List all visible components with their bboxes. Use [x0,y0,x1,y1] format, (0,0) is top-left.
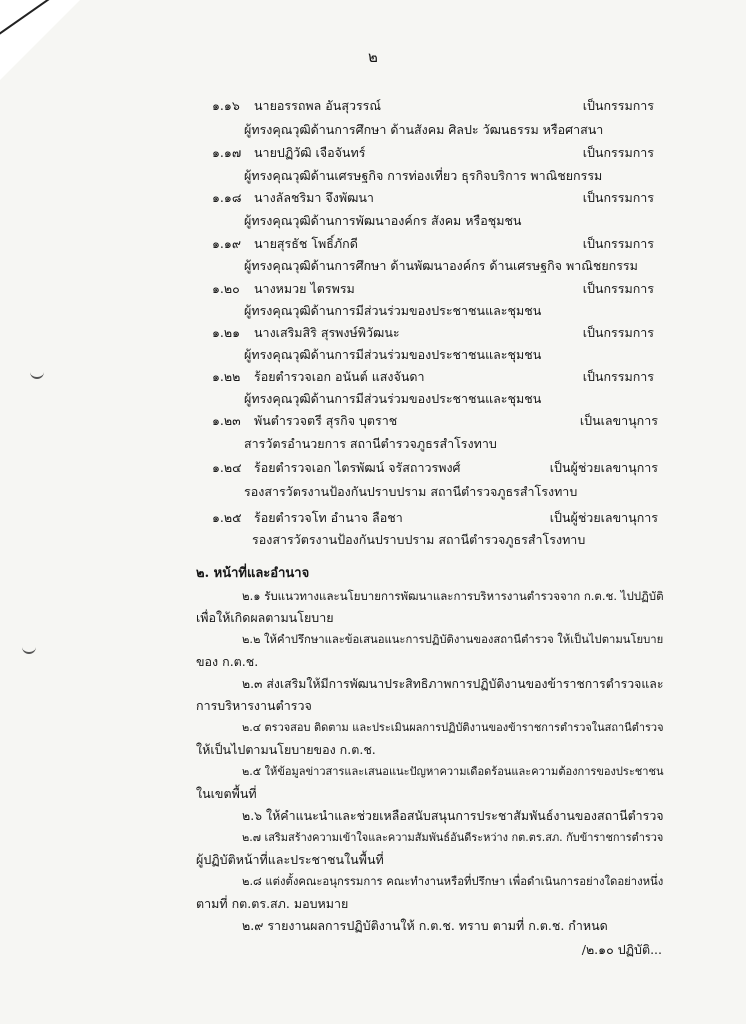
punch-hole-bottom [22,645,36,654]
member-role: เป็นกรรมการ [582,236,654,251]
member-role: เป็นกรรมการ [582,98,654,113]
member-role: เป็นกรรมการ [582,145,654,160]
duty-line: ๒.๕ ให้ข้อมูลข่าวสารและเสนอแนะปัญหาความเดือดร้อนและความต้องการของประชาชน [242,765,664,778]
member-name: นางเสริมสิริ สุรพงษ์พิวัฒนะ [254,325,400,340]
member-num: ๑.๒๒ [212,369,241,384]
member-num: ๑.๒๔ [212,460,242,475]
duty-continuation: ในเขตพื้นที่ [196,786,257,801]
member-desc: รองสารวัตรงานป้องกันปราบปราม สถานีตำรวจภูธรสำโรงทาบ [252,532,586,547]
duty-line: ๒.๓ ส่งเสริมให้มีการพัฒนาประสิทธิภาพการปฏิบัติงานของข้าราชการตำรวจและ [242,677,664,691]
duty-continuation: การบริหารงานตำรวจ [196,698,312,713]
member-desc: สารวัตรอำนวยการ สถานีตำรวจภูธรสำโรงทาบ [244,436,497,451]
member-num: ๑.๑๘ [212,190,242,205]
member-role: เป็นผู้ช่วยเลขานุการ [549,510,658,525]
member-desc: ผู้ทรงคุณวุฒิด้านการพัฒนาองค์กร สังคม หรือชุมชน [244,213,522,228]
member-num: ๑.๑๗ [212,145,242,160]
continuation-marker: /๒.๑๐ ปฏิบัติ... [581,942,662,957]
duty-continuation: ผู้ปฏิบัติหน้าที่และประชาชนในพื้นที่ [196,852,384,867]
member-name: นางหมวย ไตรพรม [254,281,355,296]
member-role: เป็นกรรมการ [582,325,654,340]
member-role: เป็นกรรมการ [582,369,654,384]
duty-line: ๒.๗ เสริมสร้างความเข้าใจและความสัมพันธ์อันดีระหว่าง กต.ตร.สภ. กับข้าราชการตำรวจ [242,831,664,844]
member-name: ร้อยตำรวจเอก ไตรพัฒน์ จรัสถาวรพงศ์ [254,460,461,475]
member-role: เป็นเลขานุการ [579,413,658,428]
member-num: ๑.๒๐ [212,281,240,296]
member-desc: ผู้ทรงคุณวุฒิด้านเศรษฐกิจ การท่องเที่ยว ธุรกิจบริการ พาณิชยกรรม [244,168,603,183]
member-name: นายปฏิวัฒิ เจือจันทร์ [254,145,366,160]
member-desc: ผู้ทรงคุณวุฒิด้านการมีส่วนร่วมของประชาชนและชุมชน [244,303,542,318]
member-role: เป็นกรรมการ [582,281,654,296]
duty-continuation: ตามที่ กต.ตร.สภ. มอบหมาย [196,896,349,911]
duty-line: ๒.๘ แต่งตั้งคณะอนุกรรมการ คณะทำงานหรือที่ปรึกษา เพื่อดำเนินการอย่างใดอย่างหนึ่ง [242,875,664,888]
member-role: เป็นผู้ช่วยเลขานุการ [549,460,658,475]
member-num: ๑.๒๓ [212,413,241,428]
member-desc: ผู้ทรงคุณวุฒิด้านการศึกษา ด้านพัฒนาองค์กร ด้านเศรษฐกิจ พาณิชยกรรม [244,258,638,273]
duty-line: ๒.๑ รับแนวทางและนโยบายการพัฒนาและการบริหารงานตำรวจจาก ก.ต.ช. ไปปฏิบัติ [242,589,664,603]
member-name: นางลัลชริมา จึงพัฒนา [254,190,374,205]
duty-continuation: เพื่อให้เกิดผลตามนโยบาย [196,610,334,625]
member-name: นายสุรธัช โพธิ์ภักดี [254,236,358,251]
member-desc: ผู้ทรงคุณวุฒิด้านการมีส่วนร่วมของประชาชนและชุมชน [244,391,542,406]
member-desc: รองสารวัตรงานป้องกันปราบปราม สถานีตำรวจภูธรสำโรงทาบ [244,484,578,499]
member-role: เป็นกรรมการ [582,190,654,205]
member-desc: ผู้ทรงคุณวุฒิด้านการศึกษา ด้านสังคม ศิลปะ วัฒนธรรม หรือศาสนา [244,122,604,137]
member-num: ๑.๒๕ [212,510,242,525]
section-title: ๒. หน้าที่และอำนาจ [196,566,310,581]
member-num: ๑.๑๙ [212,236,241,251]
punch-hole-top [30,370,44,379]
member-name: ร้อยตำรวจโท อำนาจ ลือชา [254,510,403,525]
member-name: นายอรรถพล อันสุวรรณ์ [254,98,381,113]
duty-continuation: ของ ก.ต.ช. [196,654,259,669]
duty-line: ๒.๒ ให้คำปรึกษาและข้อเสนอแนะการปฏิบัติงานของสถานีตำรวจ ให้เป็นไปตามนโยบาย [242,633,664,646]
member-num: ๑.๑๖ [212,98,240,113]
duty-continuation: ให้เป็นไปตามนโยบายของ ก.ต.ช. [196,742,376,757]
member-num: ๑.๒๑ [212,325,241,340]
duty-line: ๒.๔ ตรวจสอบ ติดตาม และประเมินผลการปฏิบัติงานของข้าราชการตำรวจในสถานีตำรวจ [242,721,664,734]
member-name: ร้อยตำรวจเอก อนันต์ แสงจันดา [254,369,425,384]
duty-line: ๒.๙ รายงานผลการปฏิบัติงานให้ ก.ต.ช. ทราบ ตามที่ ก.ต.ช. กำหนด [242,918,608,933]
member-name: พันตำรวจตรี สุรกิจ บุตราช [254,413,398,428]
page-number: ๒ [368,48,378,66]
member-desc: ผู้ทรงคุณวุฒิด้านการมีส่วนร่วมของประชาชนและชุมชน [244,347,542,362]
duty-line: ๒.๖ ให้คำแนะนำและช่วยเหลือสนับสนุนการประชาสัมพันธ์งานของสถานีตำรวจ [242,808,664,823]
